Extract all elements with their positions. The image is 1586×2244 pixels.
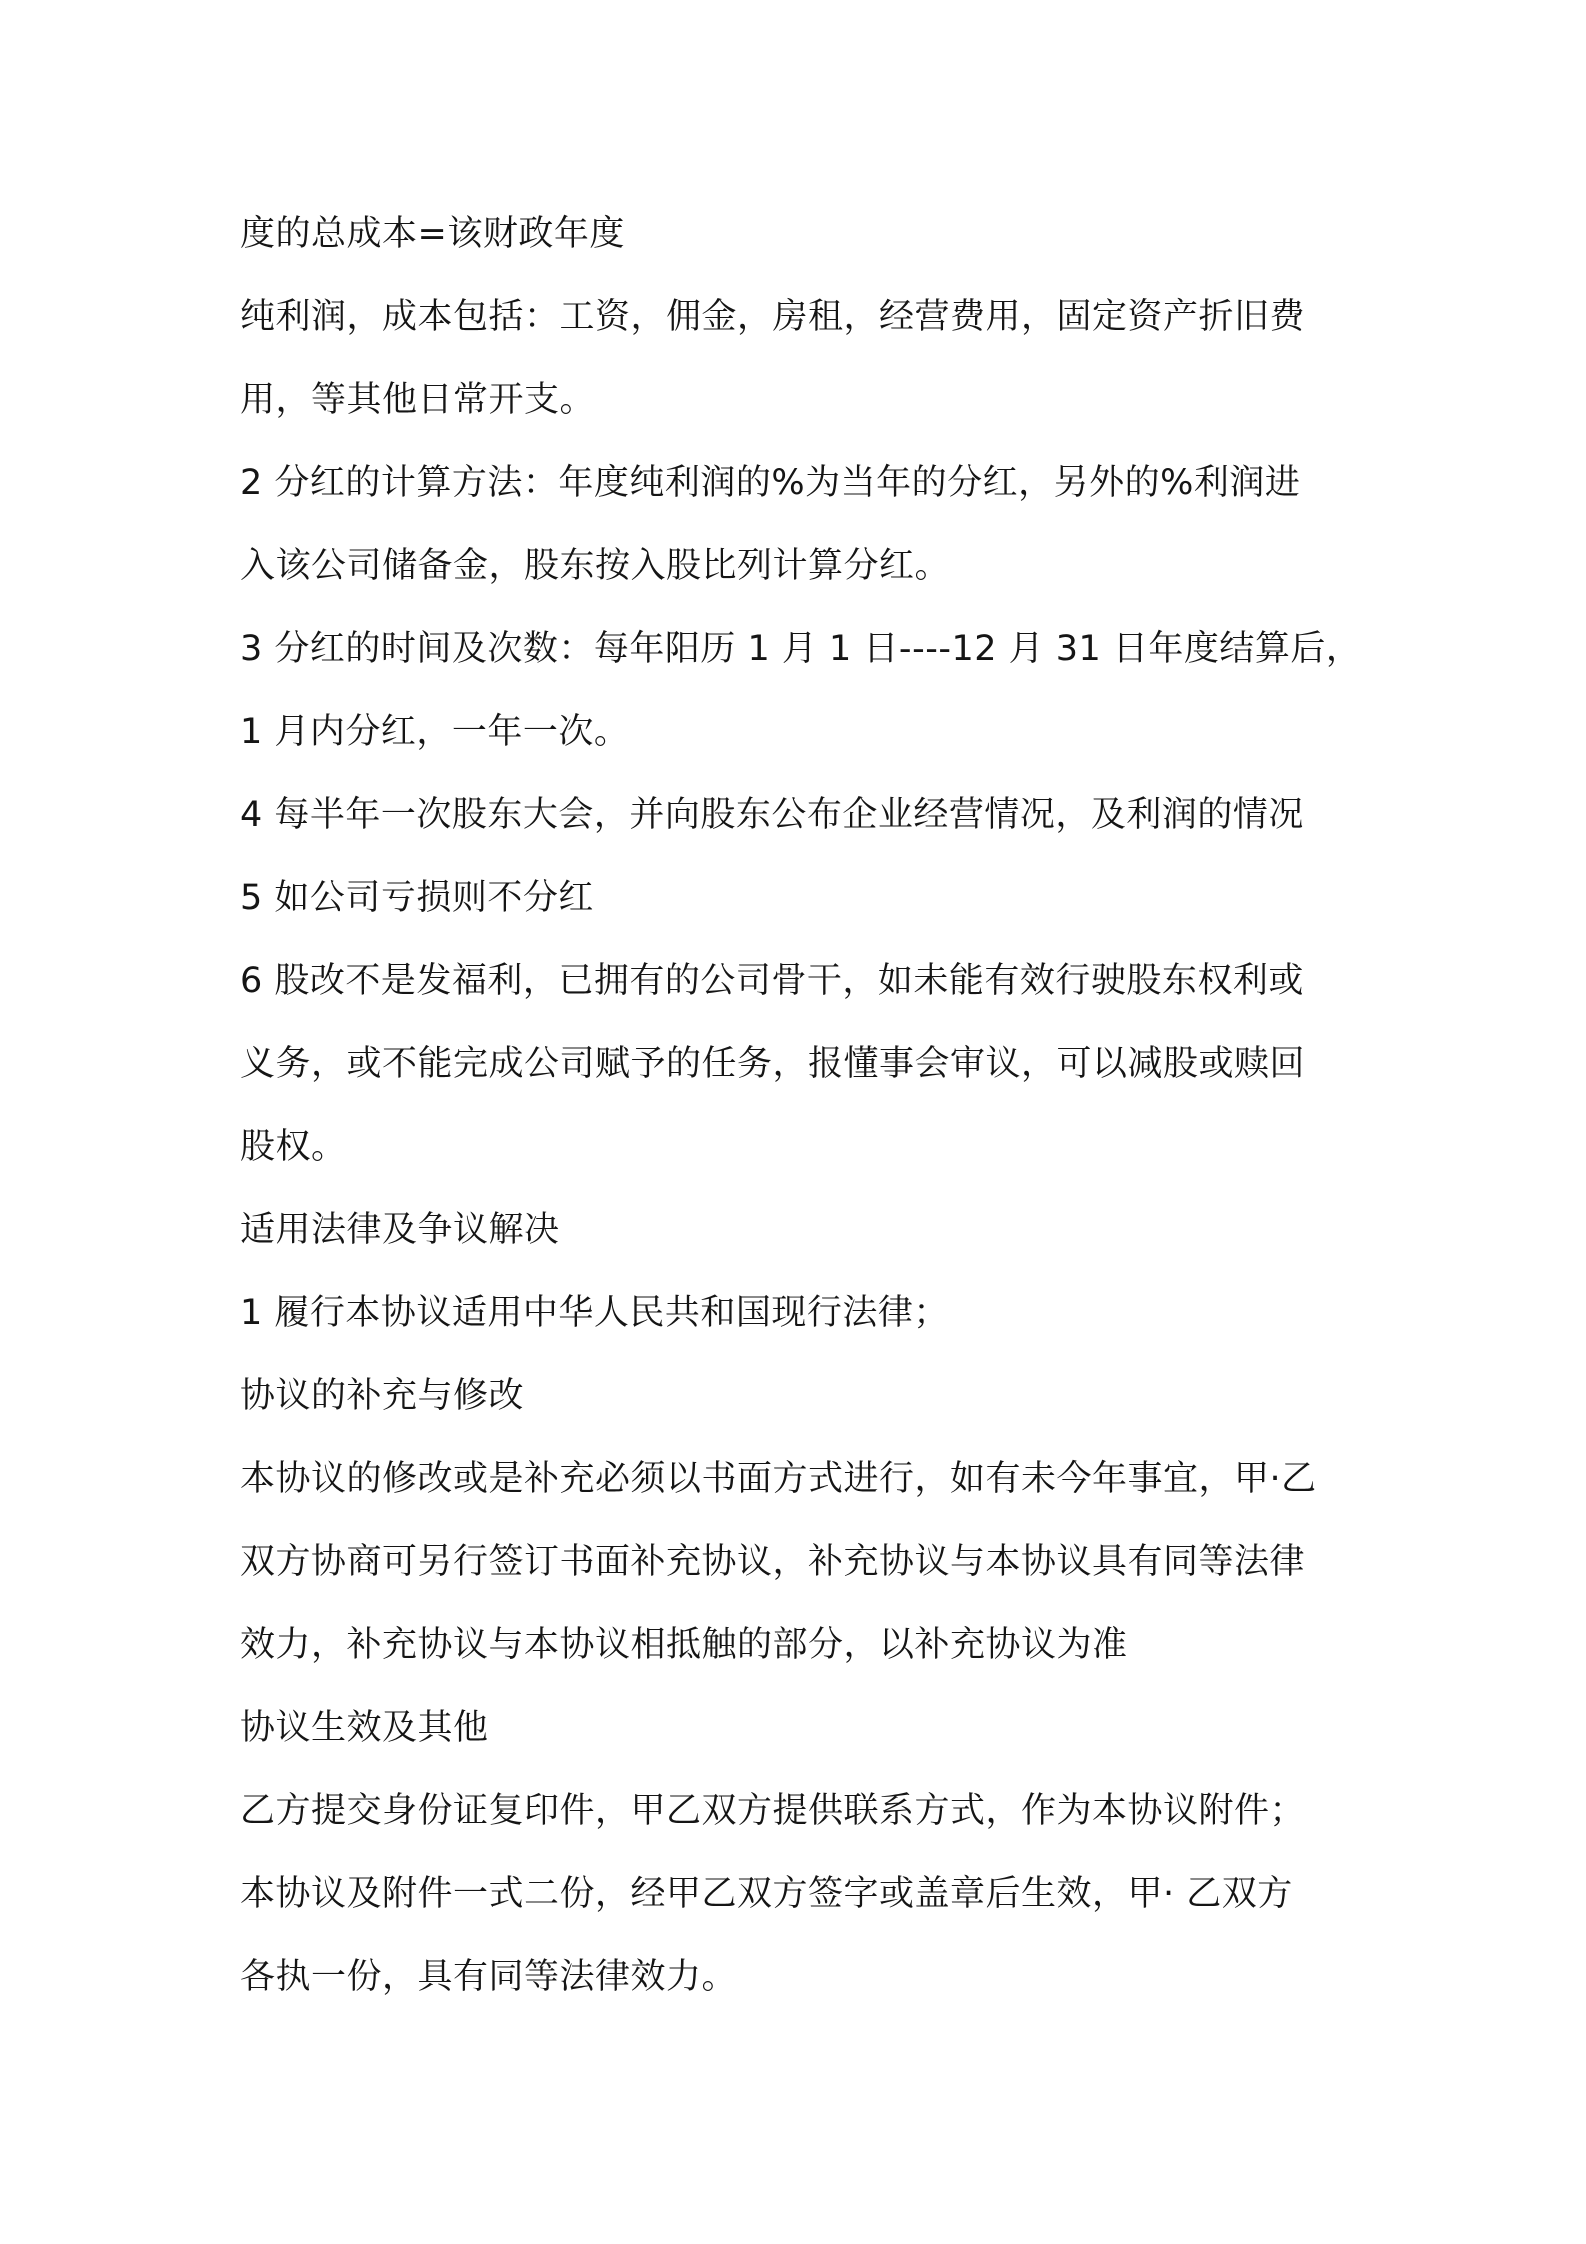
text-line: 本协议的修改或是补充必须以书面方式进行，如有未今年事宜，甲·乙 (240, 1459, 1317, 1499)
text-line: 股权。 (240, 1127, 347, 1167)
text-line: 义务，或不能完成公司赋予的任务，报懂事会审议，可以减股或赎回 (240, 1044, 1306, 1084)
text-line: 效力，补充协议与本协议相抵触的部分，以补充协议为准 (240, 1625, 1128, 1665)
text-line: 度的总成本=该财政年度 (240, 214, 625, 254)
text-line: 入该公司储备金，股东按入股比列计算分红。 (240, 546, 951, 586)
text-line: 5 如公司亏损则不分红 (240, 878, 594, 918)
text-line: 1 履行本协议适用中华人民共和国现行法律； (240, 1293, 949, 1333)
text-line: 纯利润，成本包括：工资，佣金，房租，经营费用，固定资产折旧费 (240, 297, 1306, 337)
document-body (240, 193, 1370, 2019)
text-line: 3 分红的时间及次数：每年阳历 1 月 1 日----12 月 31 日年度结算后， (240, 629, 1362, 669)
text-line: 用，等其他日常开支。 (240, 380, 596, 420)
text-line: 乙方提交身份证复印件，甲乙双方提供联系方式，作为本协议附件； (240, 1791, 1306, 1831)
text-line: 2 分红的计算方法：年度纯利润的%为当年的分红，另外的%利润进 (240, 463, 1301, 503)
section-heading: 适用法律及争议解决 (240, 1210, 560, 1250)
text-line: 本协议及附件一式二份，经甲乙双方签字或盖章后生效，甲· 乙双方 (240, 1874, 1293, 1914)
text-line: 4 每半年一次股东大会，并向股东公布企业经营情况，及利润的情况 (240, 795, 1304, 835)
section-heading: 协议的补充与修改 (240, 1376, 525, 1416)
text-line: 6 股改不是发福利，已拥有的公司骨干，如未能有效行驶股东权利或 (240, 961, 1304, 1001)
section-heading: 协议生效及其他 (240, 1708, 489, 1748)
text-line: 各执一份，具有同等法律效力。 (240, 1957, 738, 1997)
text-line: 1 月内分红，一年一次。 (240, 712, 630, 752)
text-line: 双方协商可另行签订书面补充协议，补充协议与本协议具有同等法律 (240, 1542, 1306, 1582)
